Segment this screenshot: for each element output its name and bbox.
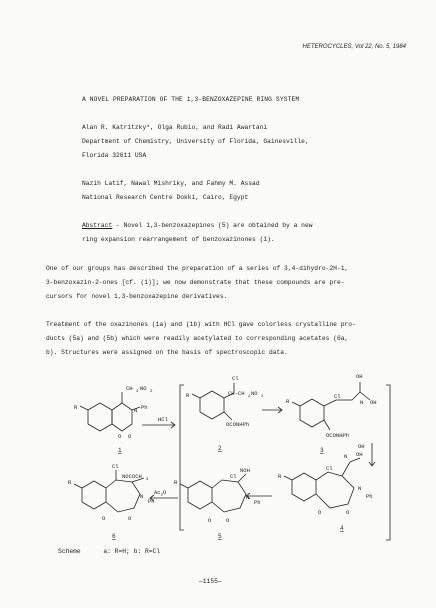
affiliation-2: National Research Centre Dokki, Cairo, Egypt [82, 194, 249, 201]
reagent-hcl: HCl [158, 416, 168, 423]
svg-text:O: O [128, 433, 132, 440]
structure-4-intermediate [284, 458, 360, 508]
svg-text:Cl: Cl [326, 465, 333, 472]
reagent-ac2o: $Ac_2O$ [154, 489, 167, 498]
affiliation-1-line-1: Department of Chemistry, University of Florida, Gainesville, [82, 138, 309, 145]
svg-text:Ph: Ph [141, 404, 148, 411]
svg-text:R: R [286, 398, 290, 405]
svg-text:Cl: Cl [334, 393, 341, 400]
compound-label-1: 1 [118, 447, 122, 454]
svg-text:Ph: Ph [366, 493, 373, 500]
svg-text:R: R [278, 473, 282, 480]
compound-label-2: 2 [218, 445, 222, 452]
paragraph-1-line-2: 3-benzoxazin-2-ones [cf. (1)]; we now demonstrate that these compounds are pre- [46, 279, 345, 286]
svg-text:OCONHPh: OCONHPh [226, 421, 250, 428]
svg-text:2: 2 [248, 395, 251, 399]
abstract-label: Abstract [82, 222, 113, 229]
structure-1 [80, 392, 140, 431]
article-title: A NOVEL PREPARATION OF THE 1,3-BENZOXAZEPINE RING SYSTEM [82, 96, 300, 103]
svg-text:NO: NO [140, 385, 147, 392]
scheme-caption [58, 549, 160, 555]
svg-text:N: N [360, 399, 364, 406]
authors-group-2: Nazih Latif, Nawal Mishriky, and Fahmy M. Assad [82, 180, 260, 187]
compound-label-5: 5 [218, 533, 222, 540]
svg-text:2: 2 [261, 395, 264, 399]
svg-text:R: R [74, 404, 78, 411]
svg-text:Cl: Cl [112, 463, 119, 470]
svg-text:CH-CH: CH-CH [228, 390, 245, 397]
svg-text:2: 2 [150, 390, 153, 394]
abstract-line-2: ring expansion rearrangement of benzoxazinones (1). [82, 236, 275, 243]
svg-text:N: N [358, 485, 362, 492]
svg-text:OH: OH [370, 399, 377, 406]
compound-label-4: 4 [340, 525, 344, 532]
svg-text:R: R [174, 479, 178, 486]
svg-text:Cl: Cl [230, 473, 237, 480]
svg-text:O: O [102, 515, 106, 522]
journal-header: HETEROCYCLES, Vol 22, No. 5, 1984 [302, 44, 406, 50]
svg-text:O: O [128, 515, 132, 522]
svg-text:Cl: Cl [232, 375, 239, 382]
paragraph-2-line-3: b). Structures were assigned on the basis of spectroscopic data. [46, 349, 288, 356]
paragraph-1-line-3: cursors for novel 1,3-benzoxazepine derivatives. [46, 293, 228, 300]
svg-text:OCONHPh: OCONHPh [326, 432, 350, 439]
structure-3-intermediate [292, 382, 370, 430]
svg-text:O: O [346, 509, 350, 516]
compound-label-3: 3 [320, 447, 324, 454]
abstract-text-1: - Novel 1,3-benzoxazepines (5) are obtained by a new [112, 222, 313, 229]
svg-text:N: N [134, 407, 138, 414]
scheme-caption-text: a: R=H; b: R=Cl [103, 548, 161, 555]
svg-text:NO: NO [251, 390, 258, 397]
svg-text:Ph: Ph [254, 499, 261, 506]
svg-text:CH: CH [126, 385, 133, 392]
svg-text:N: N [344, 453, 348, 460]
paragraph-2-line-2: ducts (5a) and (5b) which were readily acetylated to corresponding acetates (6a, [46, 335, 349, 342]
svg-text:NOCOCH: NOCOCH [122, 473, 142, 480]
scheme-label: Scheme [58, 548, 81, 555]
svg-text:N: N [246, 494, 250, 501]
compound-label-6: 6 [112, 533, 116, 540]
svg-text:OH: OH [356, 451, 363, 458]
svg-text:3: 3 [146, 478, 149, 482]
svg-text:OH: OH [356, 373, 363, 380]
svg-text:N: N [140, 493, 144, 500]
svg-text:O: O [318, 509, 322, 516]
structure-2 [192, 383, 234, 420]
authors-group-1: Alan R. Katritzky*, Olga Rubio, and Radi Awartani [82, 124, 268, 131]
paragraph-2-line-1: Treatment of the oxazinones (1a) and (1b) with HCl gave colorless crystalline pro- [46, 321, 356, 328]
svg-text:OH: OH [358, 443, 365, 450]
svg-text:R: R [186, 392, 190, 399]
svg-text:R: R [68, 479, 72, 486]
svg-text:2: 2 [136, 390, 139, 394]
svg-text:O: O [226, 517, 230, 524]
svg-text:Ph: Ph [148, 498, 155, 505]
svg-text:NOH: NOH [240, 467, 250, 474]
affiliation-1-line-2: Florida 32611 USA [82, 152, 147, 159]
svg-text:O: O [208, 517, 212, 524]
paragraph-1-line-1: One of our groups has described the preparation of a series of 3,4-dihydro-2H-1, [46, 265, 349, 272]
svg-text:O: O [118, 433, 122, 440]
page-number: —1155— [199, 578, 222, 585]
